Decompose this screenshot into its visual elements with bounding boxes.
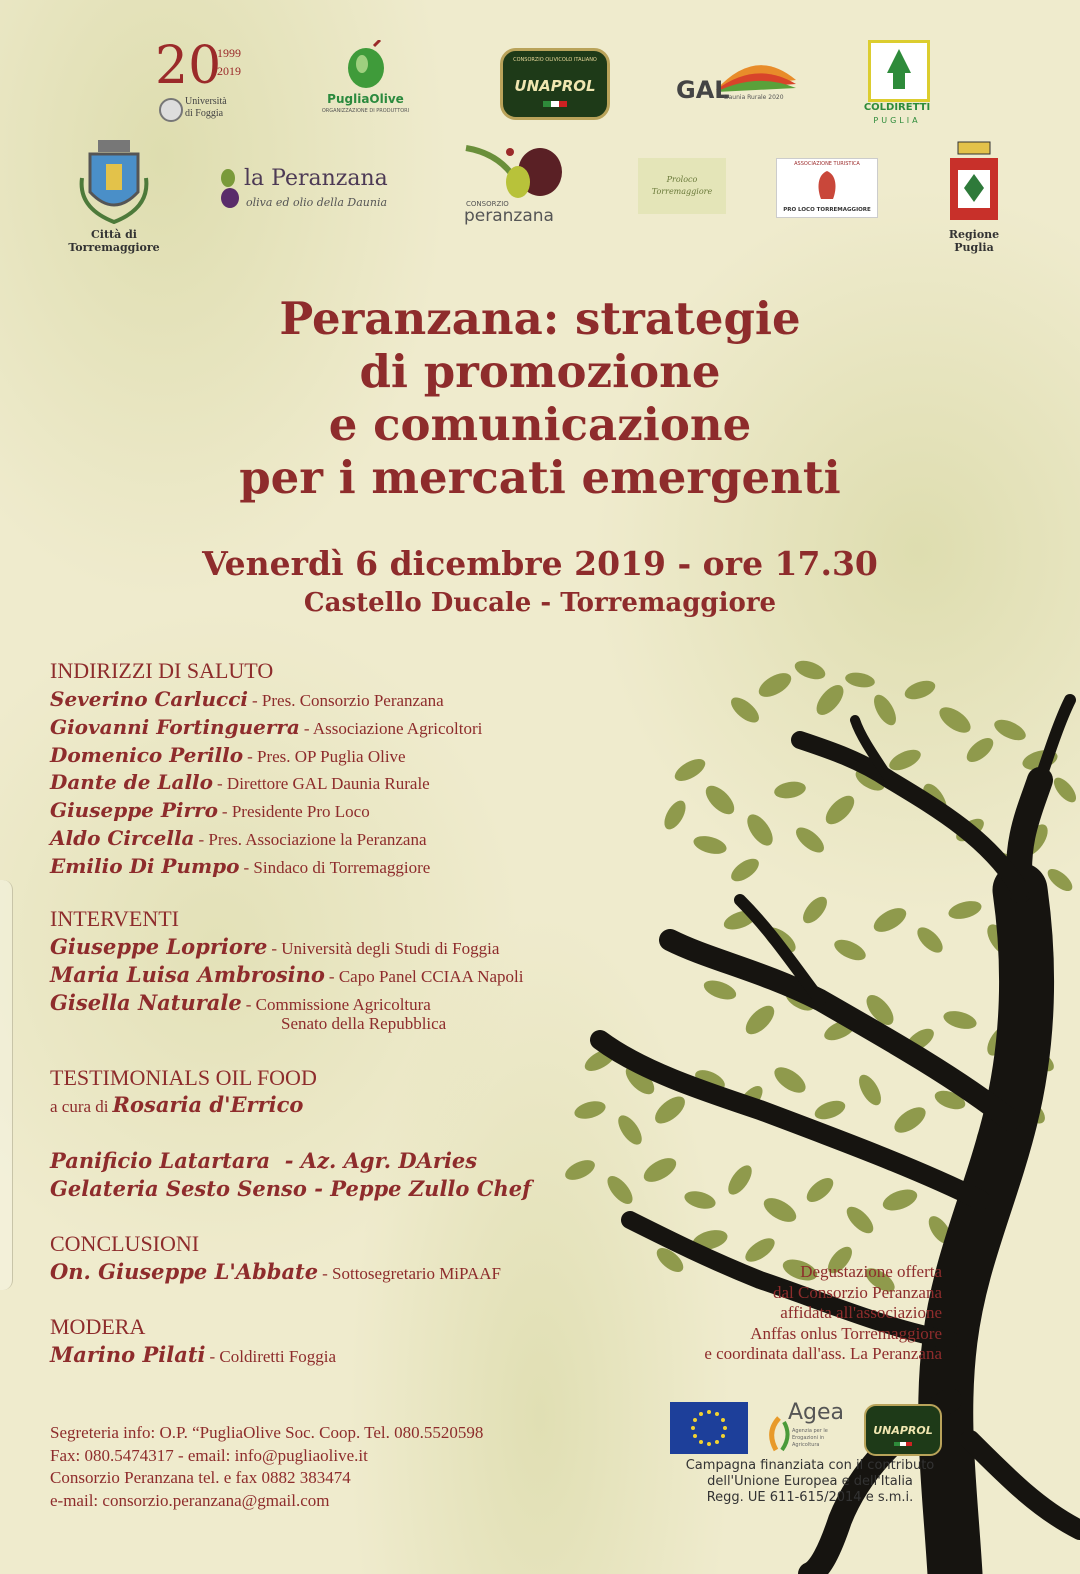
speaker-role: - Associazione Agricoltori	[303, 719, 483, 738]
speaker-role: - Sindaco di Torremaggiore	[243, 858, 431, 877]
speaker-name: Giuseppe Lopriore	[50, 934, 268, 959]
speaker-role: - Pres. Associazione la Peranzana	[198, 830, 427, 849]
coldiretti-region: PUGLIA	[873, 116, 921, 125]
logo-coldiretti	[862, 40, 932, 128]
regione-caption-line1: Regione	[948, 228, 1000, 241]
speaker-name: On. Giuseppe L'Abbate	[50, 1259, 319, 1284]
proloco-name: PRO LOCO TORREMAGGIORE	[783, 207, 871, 213]
unaprol-small-name: UNAPROL	[873, 1424, 933, 1437]
conclusioni-heading: CONCLUSIONI	[50, 1231, 200, 1256]
saluti-item	[50, 715, 482, 739]
unaprol-small-flag-icon	[894, 1442, 912, 1446]
funding-line: Campagna finanziata con il contributo	[685, 1458, 935, 1473]
speaker-role: - Pres. OP Puglia Olive	[247, 747, 406, 766]
contact-line: e-mail: consorzio.peranzana@gmail.com	[50, 1490, 330, 1510]
contact-line: Fax: 080.5474317 - email: info@pugliaolive.it	[50, 1445, 368, 1465]
funding-note	[660, 1458, 960, 1506]
pugliaolive-name: PugliaOlive	[327, 92, 404, 106]
testimonials-line-2: Gelateria Sesto Senso - Peppe Zullo Chef	[50, 1176, 532, 1201]
torremaggiore-caption-line1: Città di	[91, 228, 137, 241]
logo-consorzio-peranzana	[462, 144, 572, 228]
pugliaolive-sub: ORGANIZZAZIONE DI PRODUTTORI	[321, 108, 410, 114]
logo-regione-puglia	[944, 140, 1004, 256]
note-line: dal Consorzio Peranzana	[773, 1282, 942, 1302]
saluti-item	[50, 854, 430, 878]
speaker-role: - Università degli Studi di Foggia	[271, 939, 500, 958]
modera-heading: MODERA	[50, 1314, 146, 1339]
speaker-role: - Presidente Pro Loco	[221, 802, 370, 821]
logo-gal	[676, 50, 796, 110]
logo-citta-torremaggiore	[68, 138, 160, 258]
torremaggiore-caption-line2: Torremaggiore	[68, 241, 160, 254]
la-peranzana-sub: oliva ed olio della Daunia	[246, 196, 388, 209]
speaker-role: - Commissione Agricoltura	[245, 995, 431, 1014]
tasting-note	[704, 1262, 942, 1365]
speaker-name: Marino Pilati	[50, 1342, 206, 1367]
unifg-name-line2: di Foggia	[185, 108, 224, 119]
curator-prefix: a cura di	[50, 1097, 109, 1116]
saluti-item	[50, 743, 406, 767]
logo-la-peranzana	[216, 162, 396, 214]
proloco-script-name: Proloco Torremaggiore	[651, 175, 713, 196]
funding-line: dell'Unione Europea e dell'Italia	[707, 1474, 913, 1489]
logo-proloco-torremaggiore-script	[638, 158, 726, 214]
saluti-heading: INDIRIZZI DI SALUTO	[50, 658, 274, 683]
speaker-role-continued: Senato della Repubblica	[281, 1014, 447, 1033]
interventi-item	[50, 934, 499, 959]
consorzio-name: peranzana	[464, 206, 554, 226]
proloco-emblem-icon	[813, 169, 841, 203]
consorzio-olive-icon	[462, 144, 572, 204]
speaker-role: - Pres. Consorzio Peranzana	[252, 691, 444, 710]
proloco-top: ASSOCIAZIONE TURISTICA	[794, 161, 860, 167]
title-line-2: di promozione	[359, 345, 721, 398]
modera-item	[50, 1342, 336, 1367]
logo-unaprol	[500, 48, 610, 120]
eu-flag-icon	[670, 1402, 748, 1454]
saluti-item	[50, 770, 430, 794]
saluti-item	[50, 798, 370, 822]
unaprol-name: UNAPROL	[514, 77, 596, 95]
unifg-year-end: 2019	[217, 64, 241, 78]
title-line-1: Peranzana: strategie	[279, 292, 801, 345]
testimonials-line-1: Panificio Latartara - Az. Agr. DAries	[50, 1148, 478, 1173]
contact-info	[50, 1422, 483, 1512]
la-peranzana-name: la Peranzana	[244, 166, 388, 191]
interventi-heading: INTERVENTI	[50, 906, 179, 931]
unifg-name-line1: Università	[185, 96, 227, 107]
unifg-seal-icon	[159, 98, 183, 122]
interventi-item	[50, 990, 431, 1015]
regione-caption-line2: Puglia	[954, 241, 994, 254]
logo-pro-loco	[776, 158, 878, 218]
note-line: affidata all'associazione	[780, 1303, 942, 1322]
logo-unaprol-small	[864, 1404, 942, 1456]
speaker-name: Domenico Perillo	[50, 743, 244, 767]
speaker-name: Giuseppe Pirro	[50, 798, 218, 822]
speaker-name: Severino Carlucci	[50, 687, 248, 711]
regione-puglia-shield-icon	[948, 140, 1000, 224]
unaprol-flag-icon	[543, 101, 567, 107]
speaker-role: - Direttore GAL Daunia Rurale	[217, 774, 430, 793]
unifg-number: 20	[155, 36, 222, 96]
contact-line: Consorzio Peranzana tel. e fax 0882 383474	[50, 1468, 351, 1487]
note-line: Degustazione offerta	[800, 1262, 942, 1281]
speaker-name: Giovanni Fortinguerra	[50, 715, 300, 739]
title-line-3: e comunicazione	[328, 398, 752, 451]
gal-sub: Daunia Rurale 2020	[724, 94, 784, 101]
title-line-4: per i mercati emergenti	[239, 451, 841, 504]
coldiretti-name: COLDIRETTI	[863, 102, 931, 113]
event-place: Castello Ducale - Torremaggiore	[303, 588, 777, 618]
speaker-role: - Capo Panel CCIAA Napoli	[328, 967, 524, 986]
contact-line: Segreteria info: O.P. “PugliaOlive Soc. Coop. Tel. 080.5520598	[50, 1423, 484, 1442]
testimonials-curator	[50, 1092, 303, 1117]
testimonials-heading: TESTIMONIALS OIL FOOD	[50, 1065, 317, 1090]
agea-sub: Agenzia per le Erogazioni in Agricoltura	[792, 1428, 828, 1448]
saluti-item	[50, 826, 427, 850]
agea-name: Agea	[788, 1400, 845, 1425]
logo-universita-foggia	[155, 38, 245, 122]
torremaggiore-coat-of-arms-icon	[78, 138, 150, 224]
speaker-name: Maria Luisa Ambrosino	[50, 962, 325, 987]
saluti-item	[50, 687, 444, 711]
speaker-role: - Coldiretti Foggia	[209, 1347, 337, 1366]
speaker-role: - Sottosegretario MiPAAF	[322, 1264, 501, 1283]
gal-name: GAL	[676, 76, 730, 104]
consorzio-top: CONSORZIO	[466, 200, 509, 208]
event-title	[0, 292, 1080, 504]
interventi-item	[50, 962, 523, 987]
curator-name: Rosaria d'Errico	[112, 1092, 304, 1117]
note-line: e coordinata dall'ass. La Peranzana	[704, 1344, 942, 1363]
logo-agea	[764, 1400, 850, 1456]
funding-line: Regg. UE 611-615/2014 e s.m.i.	[706, 1490, 914, 1505]
speaker-name: Aldo Circella	[50, 826, 195, 850]
pugliaolive-olive-icon	[344, 40, 388, 90]
speaker-name: Gisella Naturale	[50, 990, 242, 1015]
unaprol-top: CONSORZIO OLIVICOLO ITALIANO	[513, 57, 597, 63]
coldiretti-emblem-icon	[868, 40, 930, 102]
la-peranzana-olives-icon	[216, 164, 242, 210]
unifg-year-start: 1999	[217, 46, 241, 60]
note-line: Anffas onlus Torremaggiore	[750, 1323, 942, 1343]
logo-pugliaolive	[318, 40, 413, 120]
conclusioni-item	[50, 1259, 501, 1284]
page-edge	[0, 880, 13, 1290]
speaker-name: Emilio Di Pumpo	[50, 854, 240, 878]
event-date: Venerdì 6 dicembre 2019 - ore 17.30	[202, 544, 878, 583]
speaker-name: Dante de Lallo	[50, 770, 213, 794]
